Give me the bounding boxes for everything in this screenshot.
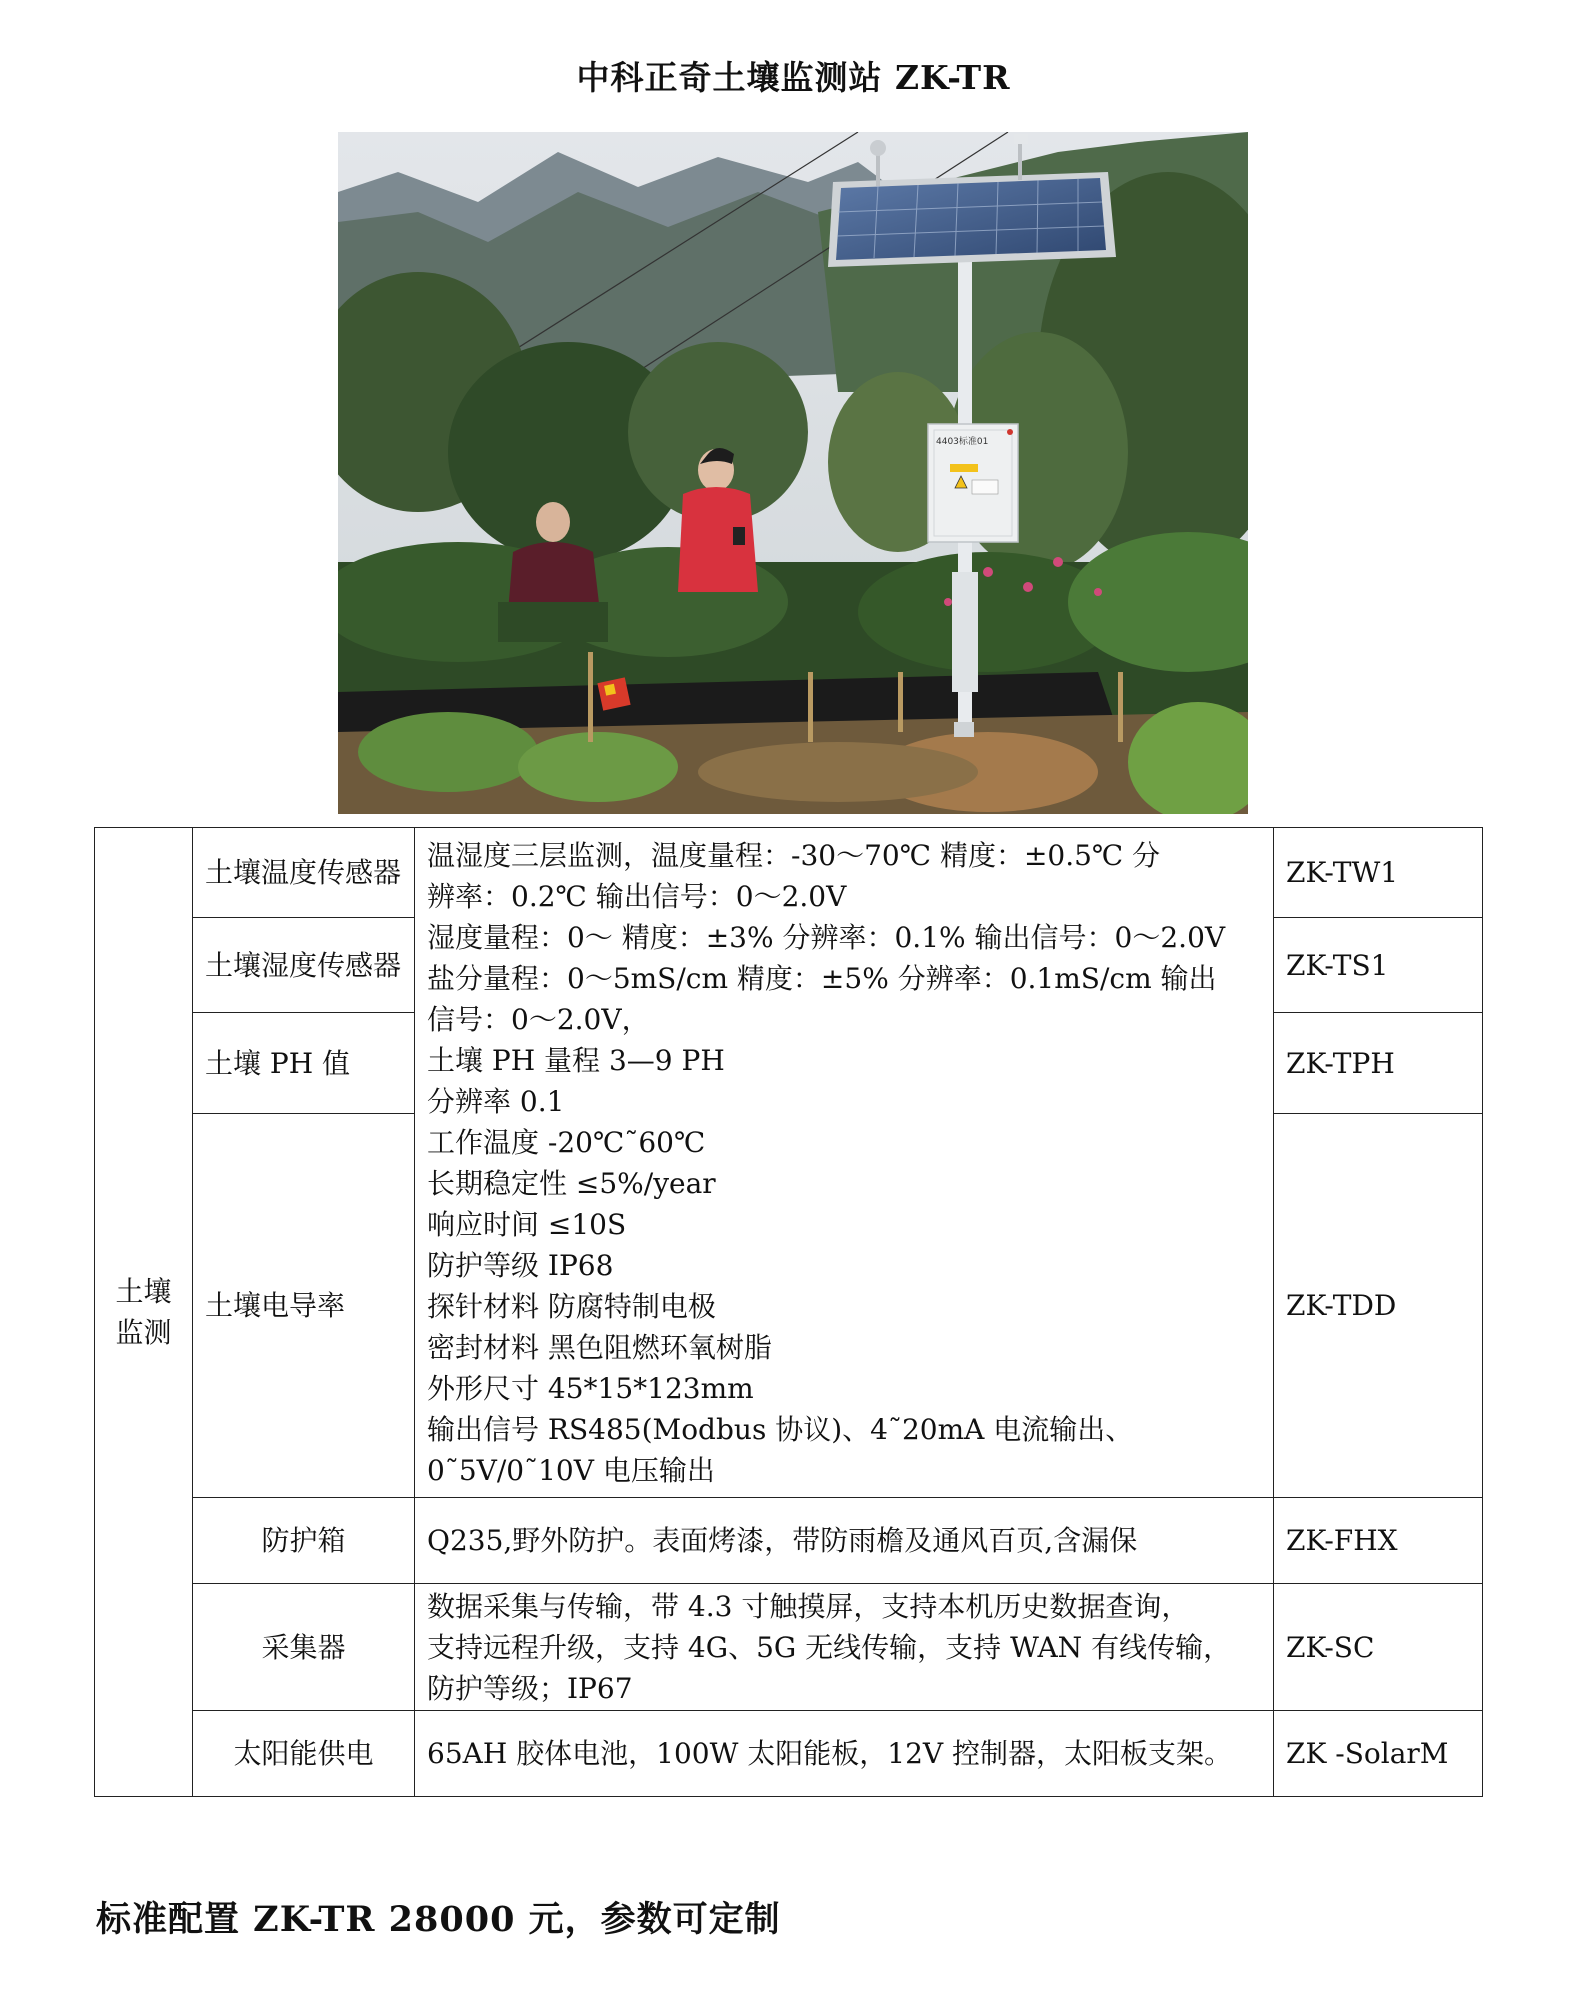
spec-table: [94, 827, 1483, 1797]
model-code: ZK-TS1: [1274, 918, 1483, 1013]
model-code: ZK-TW1: [1274, 828, 1483, 918]
component-desc: [415, 1711, 1274, 1797]
desc-line: 数据采集与传输，带 4.3 寸触摸屏，支持本机历史数据查询，: [427, 1589, 1190, 1623]
spec-line: 分辨率 0.1: [427, 1084, 565, 1118]
spec-line: 外形尺寸 45*15*123mm: [427, 1371, 754, 1405]
spec-line: 长期稳定性 ≤5%/year: [427, 1166, 716, 1200]
component-name: 太阳能供电: [193, 1711, 415, 1797]
spec-line: 盐分量程：0～5mS/cm 精度：±5% 分辨率：0.1mS/cm 输出: [427, 961, 1217, 995]
desc-line: 65AH 胶体电池，100W 太阳能板，12V 控制器，太阳板支架。: [427, 1737, 1233, 1770]
spec-line: 输出信号 RS485(Modbus 协议)、4˜20mA 电流输出、: [427, 1412, 1134, 1446]
table-row: [95, 828, 1483, 918]
desc-line: 支持远程升级，支持 4G、5G 无线传输，支持 WAN 有线传输，: [427, 1630, 1232, 1664]
spec-line: 防护等级 IP68: [427, 1248, 614, 1282]
sensor-name: 土壤温度传感器: [193, 828, 415, 918]
component-desc: [415, 1498, 1274, 1584]
model-code: ZK-TPH: [1274, 1013, 1483, 1114]
spec-line: 信号：0～2.0V，: [427, 1002, 650, 1036]
component-name: 防护箱: [193, 1498, 415, 1584]
pricing-footer: 标准配置 ZK-TR 28000 元，参数可定制: [96, 1899, 781, 1940]
spec-line: 密封材料 黑色阻燃环氧树脂: [427, 1330, 772, 1364]
component-desc: [415, 1584, 1274, 1711]
station-photo: [338, 132, 1248, 814]
desc-line: Q235,野外防护。表面烤漆，带防雨檐及通风百页,含漏保: [427, 1524, 1138, 1557]
spec-line: 工作温度 -20℃˜60℃: [427, 1125, 706, 1159]
spec-line: 辨率：0.2℃ 输出信号：0～2.0V: [427, 879, 847, 913]
table-row: [95, 1584, 1483, 1711]
sensor-name: 土壤湿度传感器: [193, 918, 415, 1013]
sensor-name: 土壤电导率: [193, 1114, 415, 1498]
sensor-name: 土壤 PH 值: [193, 1013, 415, 1114]
category-cell: 土壤监测: [95, 828, 193, 1797]
sensor-spec-cell: [415, 828, 1274, 1498]
table-row: [95, 1711, 1483, 1797]
spec-line: 响应时间 ≤10S: [427, 1207, 627, 1241]
spec-line: 温湿度三层监测，温度量程：-30～70℃ 精度：±0.5℃ 分: [427, 838, 1161, 872]
table-row: [95, 1498, 1483, 1584]
cabinet-label: 4403标准01: [936, 437, 989, 447]
model-code: ZK-FHX: [1274, 1498, 1483, 1584]
model-code: ZK-TDD: [1274, 1114, 1483, 1498]
component-name: 采集器: [193, 1584, 415, 1711]
desc-line: 防护等级；IP67: [427, 1671, 633, 1705]
spec-line: 探针材料 防腐特制电极: [427, 1289, 716, 1323]
document-title: 中科正奇土壤监测站 ZK-TR: [576, 58, 1011, 97]
spec-line: 土壤 PH 量程 3—9 PH: [427, 1043, 725, 1077]
spec-line: 0˜5V/0˜10V 电压输出: [427, 1453, 715, 1487]
model-code: ZK-SC: [1274, 1584, 1483, 1711]
spec-line: 湿度量程：0～ 精度：±3% 分辨率：0.1% 输出信号：0～2.0V: [427, 920, 1226, 954]
model-code: ZK -SolarM: [1274, 1711, 1483, 1797]
